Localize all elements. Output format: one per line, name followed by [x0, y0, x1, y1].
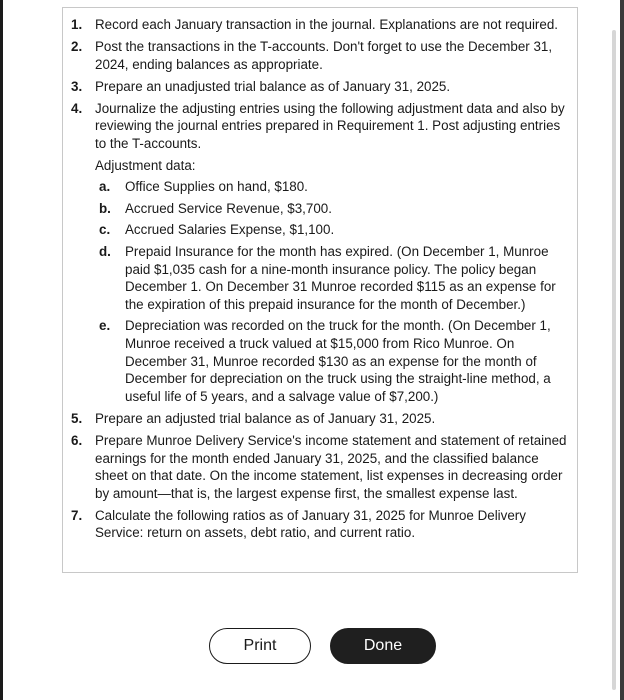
- requirement-text: Prepare an adjusted trial balance as of January 31, 2025.: [95, 410, 436, 426]
- requirement-number: 7.: [71, 507, 83, 523]
- adjustment-text: Depreciation was recorded on the truck for the month. (On December 1, Munroe received a truck valued at $15,000 from Rico Munroe. On December 31, Munroe recorded $130 as an expense for the month of December for depreciation on the truck using the straight-line method, a useful life of 5 years, and a salvage value of $7,200.): [125, 318, 551, 404]
- requirement-item: [63, 38, 577, 73]
- requirement-text: Calculate the following ratios as of January 31, 2025 for Munroe Delivery Service: return on assets, debt ratio, and current ratio.: [95, 507, 526, 541]
- requirement-number: 5.: [71, 410, 83, 426]
- print-button[interactable]: Print: [209, 628, 311, 664]
- adjustment-letter: c.: [99, 222, 111, 238]
- adjustment-item: [95, 200, 567, 218]
- requirement-item: [63, 410, 577, 428]
- requirement-number: 1.: [71, 17, 83, 32]
- requirement-item: [63, 78, 577, 96]
- requirement-item: [63, 432, 577, 502]
- adjustment-item: [95, 178, 567, 196]
- adjustment-text: Office Supplies on hand, $180.: [125, 179, 308, 195]
- adjustment-letter: e.: [99, 318, 111, 334]
- adjustment-text: Prepaid Insurance for the month has expired. (On December 1, Munroe paid $1,035 cash for a nine-month insurance policy. The policy began December 1. On December 31 Munroe recorded $115 as an expense for the expiration of this prepaid insurance for the month of December.): [125, 244, 556, 312]
- window-border-right: [620, 0, 624, 700]
- requirement-text: Record each January transaction in the journal. Explanations are not required.: [95, 17, 558, 32]
- requirement-number: 4.: [71, 100, 83, 116]
- requirement-number: 3.: [71, 78, 83, 94]
- requirement-item: [63, 507, 577, 542]
- adjustment-item: [95, 317, 567, 405]
- adjustment-item: [95, 243, 567, 313]
- adjustment-letter: d.: [99, 244, 111, 260]
- requirement-text: Post the transactions in the T-accounts. Don't forget to use the December 31, 2024, ending balances as appropriate.: [95, 39, 553, 72]
- adjustment-text: Accrued Service Revenue, $3,700.: [125, 200, 332, 216]
- requirement-text: Prepare Munroe Delivery Service's income statement and statement of retained earnings for the month ended January 31, 2025, and the classified balance sheet on that date. On the income statement, list expenses in decreasing order by amount—that is, the largest expense first, the smallest expense last.: [95, 432, 567, 501]
- requirement-number: 2.: [71, 39, 83, 55]
- scrollbar[interactable]: [612, 30, 616, 690]
- requirement-text: Prepare an unadjusted trial balance as of January 31, 2025.: [95, 78, 451, 94]
- requirement-item: [63, 100, 577, 406]
- adjustment-data-title: Adjustment data:: [95, 157, 196, 173]
- requirement-text: Journalize the adjusting entries using the following adjustment data and also by reviewing the journal entries prepared in Requirement 1. Post adjusting entries to the T-accounts.: [95, 100, 565, 152]
- requirements-panel: [62, 7, 578, 573]
- adjustment-letter: a.: [99, 179, 111, 195]
- adjustment-letter: b.: [99, 200, 111, 216]
- requirements-list: [63, 16, 577, 547]
- requirement-number: 6.: [71, 432, 83, 448]
- adjustment-item: [95, 221, 567, 239]
- requirement-item: [63, 16, 577, 34]
- adjustment-list: [95, 178, 567, 405]
- window-border: [0, 0, 3, 700]
- done-button[interactable]: Done: [330, 628, 436, 664]
- adjustment-text: Accrued Salaries Expense, $1,100.: [125, 222, 335, 238]
